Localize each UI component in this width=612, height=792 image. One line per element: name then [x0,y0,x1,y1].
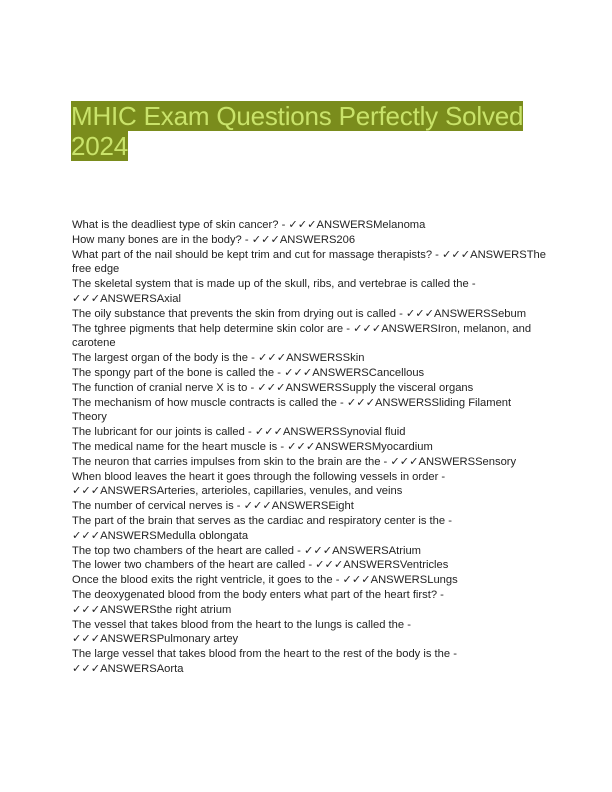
qa-item [72,573,546,588]
qa-item [72,440,546,455]
question-text: The part of the brain that serves as the cardiac and respiratory center is the [72,514,446,527]
answer-text: Cancellous [368,366,425,379]
answer-separator: - ✓✓✓ANSWERS [244,233,337,246]
qa-item [72,618,546,648]
answer-separator: - ✓✓✓ANSWERS [297,544,389,557]
answer-separator: - ✓✓✓ANSWERS [399,307,491,320]
document-title-block [71,101,541,161]
question-text: The largest organ of the body is the [72,352,249,365]
question-text: The spongy part of the bone is called the [72,366,275,379]
qa-item [72,277,546,307]
answer-text: Synovial fluid [339,426,406,439]
qa-list [72,218,546,677]
answer-text: Ventricles [399,559,449,572]
qa-item [72,322,546,352]
question-text: When blood leaves the heart it goes through the following vessels in order [72,470,439,483]
question-text: The vessel that takes blood from the heart to the lungs is called the [72,618,405,631]
answer-text: The free edge [72,248,546,276]
question-text: The lower two chambers of the heart are called [72,559,306,572]
qa-item [72,248,546,278]
answer-separator: - ✓✓✓ANSWERS [72,470,446,498]
answer-text: Sebum [490,307,527,320]
answer-separator: - ✓✓✓ANSWERS [383,455,476,468]
question-text: The mechanism of how muscle contracts is called the [72,396,337,409]
question-text: The skeletal system that is made up of the skull, ribs, and vertebrae is called the [72,278,469,291]
answer-separator: - ✓✓✓ANSWERS [281,219,374,231]
answer-separator: - ✓✓✓ANSWERS [335,574,428,587]
answer-separator: - ✓✓✓ANSWERS [280,440,372,453]
answer-separator: - ✓✓✓ANSWERS [346,322,438,335]
answer-text: Supply the visceral organs [342,381,474,394]
question-text: What part of the nail should be kept trim and cut for massage therapists? [72,248,433,261]
answer-separator: - ✓✓✓ANSWERS [277,366,369,379]
qa-item [72,396,546,426]
answer-text: Myocardium [371,440,433,453]
question-text: Once the blood exits the right ventricle, it goes to the [72,574,333,587]
qa-item [72,470,546,500]
question-text: The large vessel that takes blood from the heart to the rest of the body is the [72,648,451,661]
qa-item [72,307,546,322]
answer-separator: - ✓✓✓ANSWERS [72,278,476,305]
question-text: The top two chambers of the heart are called [72,544,295,557]
question-text: The medical name for the heart muscle is [72,440,278,453]
qa-item [72,351,546,366]
qa-item [72,218,546,233]
answer-text: 206 [336,233,356,246]
answer-text: Medulla oblongata [156,529,249,542]
document-title: MHIC Exam Questions Perfectly Solved 2024 [71,101,524,161]
answer-separator: - ✓✓✓ANSWERS [72,618,411,646]
answer-text: Sliding Filament Theory [72,396,512,424]
answer-separator: - ✓✓✓ANSWERS [72,588,444,616]
qa-item [72,588,546,618]
answer-text: Iron, melanon, and carotene [72,322,532,350]
qa-item [72,499,546,514]
qa-item [72,233,546,248]
question-text: The lubricant for our joints is called [72,426,245,439]
qa-item [72,647,546,677]
answer-text: the right atrium [156,603,232,616]
qa-item [72,381,546,396]
answer-separator: - ✓✓✓ANSWERS [308,559,400,572]
question-text: What is the deadliest type of skin cancer? [72,219,279,231]
qa-item [72,514,546,544]
qa-item [72,425,546,440]
question-text: The deoxygenated blood from the body enters what part of the heart first? [72,588,438,601]
question-text: The oily substance that prevents the skin from drying out is called [72,307,396,320]
answer-text: Aorta [156,662,184,675]
answer-separator: - ✓✓✓ANSWERS [340,396,432,409]
answer-text: Pulmonary artey [156,633,239,646]
answer-text: Sensory [475,455,517,468]
answer-separator: - ✓✓✓ANSWERS [72,514,452,542]
qa-item [72,366,546,381]
answer-separator: - ✓✓✓ANSWERS [72,648,457,675]
qa-item [72,455,546,470]
answer-separator: - ✓✓✓ANSWERS [247,426,340,439]
answer-separator: - ✓✓✓ANSWERS [250,381,343,394]
answer-text: Melanoma [373,219,426,231]
question-text: The neuron that carries impulses from skin to the brain are the [72,455,381,468]
answer-text: Axial [156,292,181,305]
qa-item [72,558,546,573]
answer-text: Skin [342,352,365,365]
answer-text: Lungs [427,574,458,587]
question-text: The tghree pigments that help determine skin color are [72,322,344,335]
answer-separator: - ✓✓✓ANSWERS [435,248,527,261]
answer-separator: - ✓✓✓ANSWERS [236,500,329,513]
answer-text: Atrium [388,544,421,557]
question-text: The number of cervical nerves is [72,500,234,513]
answer-text: Eight [328,500,354,513]
answer-text: Arteries, arterioles, capillaries, venules, and veins [156,485,403,498]
question-text: How many bones are in the body? [72,233,242,246]
answer-separator: - ✓✓✓ANSWERS [251,352,343,365]
question-text: The function of cranial nerve X is to [72,381,248,394]
qa-item [72,544,546,559]
